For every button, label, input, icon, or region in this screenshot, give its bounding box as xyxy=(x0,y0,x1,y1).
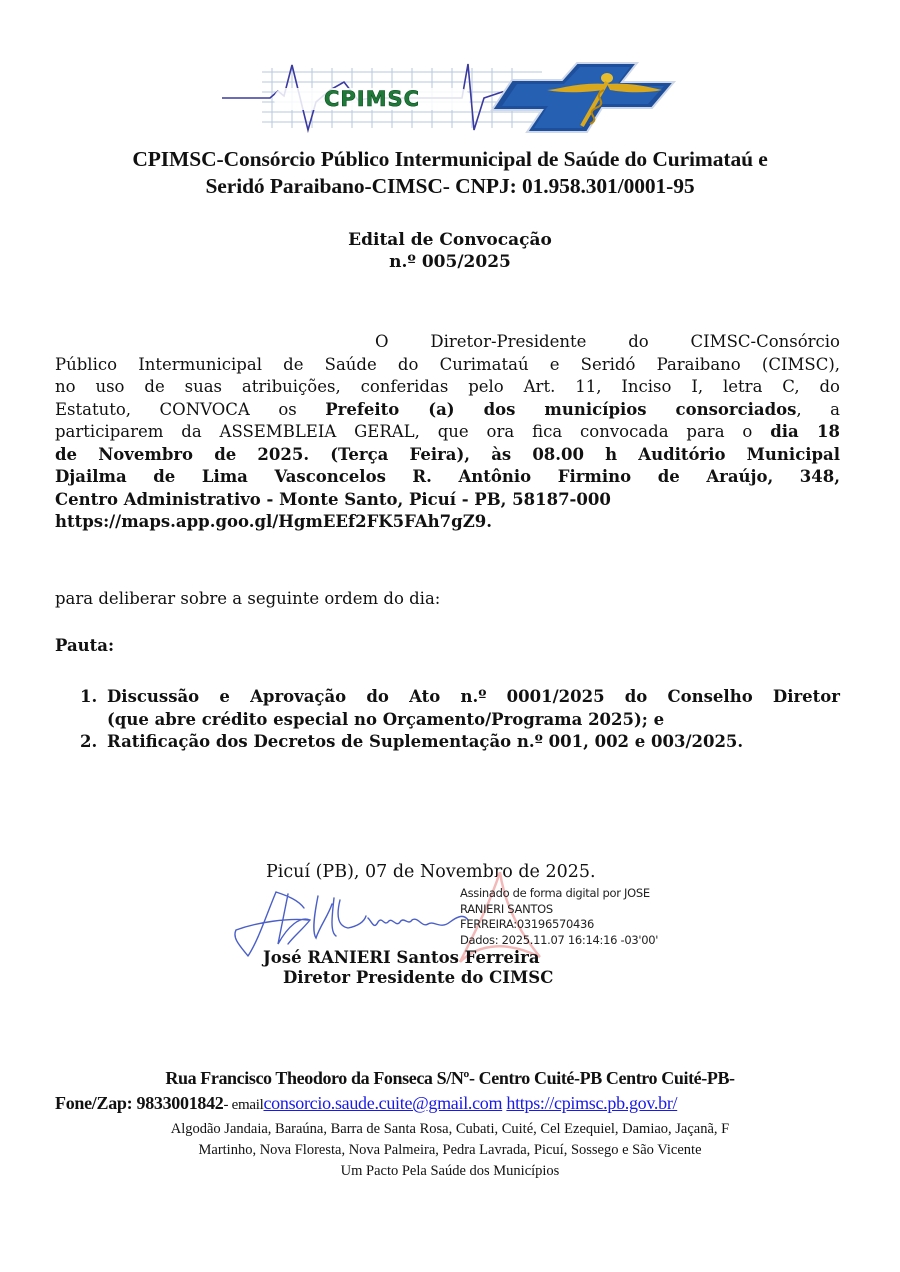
edital-number: n.º 005/2025 xyxy=(389,252,511,272)
paragraph-line xyxy=(55,399,840,422)
text-segment: Estatuto, CONVOCA os xyxy=(55,399,326,419)
meeting-date-line: de Novembro de 2025. (Terça Feira), às 08.00 h Auditório Municipal xyxy=(55,444,840,464)
agenda-item-number: 1. xyxy=(80,687,98,706)
agenda-item-text: (que abre crédito especial no Orçamento/Programa 2025); e xyxy=(107,709,665,729)
digital-signature-line: Assinado de forma digital por JOSE xyxy=(460,886,650,900)
agenda-intro: para deliberar sobre a seguinte ordem do dia: xyxy=(55,589,441,608)
footer-phone: Fone/Zap: 9833001842 xyxy=(55,1093,224,1113)
paragraph-line xyxy=(55,421,840,444)
meeting-address-line: Centro Administrativo - Monte Santo, Picuí - PB, 58187-000 xyxy=(55,489,611,509)
agenda-list xyxy=(80,686,840,754)
digital-signature-line: FERREIRA:03196570436 xyxy=(460,917,595,931)
footer-email-link[interactable]: consorcio.saude.cuite@gmail.com xyxy=(263,1093,503,1113)
date-emphasis: dia 18 xyxy=(770,422,841,441)
footer-email-label: - email xyxy=(223,1097,264,1113)
footer-contact xyxy=(55,1093,677,1114)
edital-heading xyxy=(0,229,900,273)
organization-title-line1: CPIMSC-Consórcio Público Intermunicipal de Saúde do Curimataú e xyxy=(132,147,768,171)
footer-municipalities xyxy=(0,1119,900,1182)
paragraph-line: Público Intermunicipal de Saúde do Curimataú e Seridó Paraibano (CIMSC), xyxy=(55,354,840,374)
digital-signature-line: RANIERI SANTOS xyxy=(460,901,553,916)
digital-signature-stamp xyxy=(460,886,658,948)
organization-title-line2: Seridó Paraibano-CIMSC- CNPJ: 01.958.301/0001-95 xyxy=(205,174,695,198)
edital-title: Edital de Convocação xyxy=(348,230,552,250)
meeting-venue-line: Djailma de Lima Vasconcelos R. Antônio Firmino de Araújo, 348, xyxy=(55,467,840,486)
agenda-item-text: Ratificação dos Decretos de Suplementação n.º 001, 002 e 003/2025. xyxy=(107,732,744,751)
municipalities-line: Martinho, Nova Floresta, Nova Palmeira, Pedra Lavrada, Picuí, Sossego e São Vicente xyxy=(198,1142,702,1158)
logo-graphic xyxy=(212,60,676,138)
footer-slogan: Um Pacto Pela Saúde dos Municípios xyxy=(340,1163,560,1179)
text-segment: , a xyxy=(796,399,840,419)
agenda-item xyxy=(80,686,840,731)
invitees-emphasis: Prefeito (a) dos municípios consorciados xyxy=(325,399,797,419)
signer-name: José RANIERI Santos Ferreira xyxy=(263,948,540,967)
paragraph-line: O Diretor-Presidente do CIMSC-Consórcio xyxy=(375,332,840,351)
footer-address: Rua Francisco Theodoro da Fonseca S/Nº- Centro Cuité-PB Centro Cuité-PB- xyxy=(165,1068,735,1088)
agenda-item-text: Discussão e Aprovação do Ato n.º 0001/2025 do Conselho Diretor xyxy=(107,687,840,706)
place-and-date: Picuí (PB), 07 de Novembro de 2025. xyxy=(266,862,596,882)
paragraph-line: no uso de suas atribuições, conferidas pelo Art. 11, Inciso I, letra C, do xyxy=(55,377,840,396)
footer-website-link[interactable]: https://cpimsc.pb.gov.br/ xyxy=(506,1093,678,1113)
cpimsc-logo xyxy=(212,60,676,138)
convocation-paragraph xyxy=(55,331,840,534)
municipalities-line: Algodão Jandaia, Baraúna, Barra de Santa Rosa, Cubati, Cuité, Cel Ezequiel, Damiao, Jaçanã, F xyxy=(170,1121,730,1137)
digital-signature-timestamp: Dados: 2025.11.07 16:14:16 -03'00' xyxy=(460,932,659,947)
agenda-item xyxy=(80,731,840,754)
agenda-title: Pauta: xyxy=(55,636,115,655)
agenda-item-number: 2. xyxy=(80,732,98,751)
organization-title xyxy=(40,146,860,200)
maps-link[interactable]: https://maps.app.goo.gl/HgmEEf2FK5FAh7gZ9. xyxy=(55,512,492,531)
signer-role: Diretor Presidente do CIMSC xyxy=(283,968,554,987)
logo-text: CPIMSC xyxy=(323,87,421,111)
text-segment: participarem da ASSEMBLEIA GERAL, que ora fica convocada para o xyxy=(55,422,771,441)
